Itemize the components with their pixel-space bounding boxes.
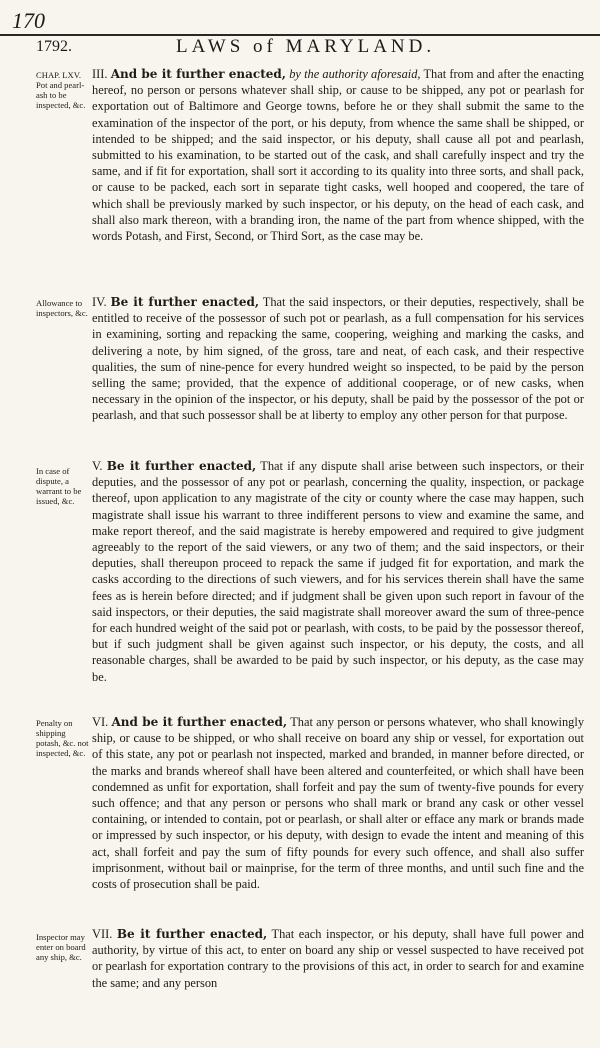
section-iii	[92, 66, 584, 244]
year: 1792.	[36, 38, 72, 55]
section-text: That the said inspectors, or their deputies, respectively, shall be entitled to receive of the possessor of such pot or pearlash, as a full compensation for his services in examining, sorting and repacking the same, coopering, weighing and marking the casks, and delivering a note, by him signed, of the gross, tare and neat, of each cask, and their respective qualities, the sum of nine-pence for every hundred weight so inspected, to be paid by the person selling the same; provided, that the expence of additional cooperage, or of new casks, when necessary in the opinion of the inspector, or his deputy, shall be paid by the possessor of the pot or pearlash, and that such possessor shall be at liberty to employ any other person for that purpose.	[92, 295, 584, 423]
page-title: LAWS of MARYLAND.	[176, 36, 436, 57]
page-number: 170	[12, 8, 45, 33]
section-text: That any person or persons whatever, who shall knowingly ship, or cause to be shipped, or who shall receive on board any ship or vessel, for exportation out of this state, any pot or pearlash not inspected, marked and branded, in manner before directed, or the marks and brands whereof shall have been altered and counterfeited, or which shall have been condemned as unfit for exportation, shall forfeit and pay the sum of twenty-five pounds for every such offence; and that any person or persons who shall mark or brand any cask or other vessel containing, or intended to contain, pot or pearlash, or shall alter or efface any mark or brands made or impressed by such inspector, or his deputy, with design to evade the intent and meaning of this act, shall forfeit and pay the sum of fifty pounds for every such offence, and shall also suffer imprisonment, without bail or mainprise, for the term of three months, and until such fine and the costs of prosecution shall be paid.	[92, 715, 585, 892]
section-vii	[92, 926, 584, 991]
section-text: That from and after the enacting hereof, no person or persons whatever shall ship, or cause to be shipped, any pot or pearlash for exportation out of Baltimore and George towns, before he or they shall submit the same to the examination of the inspector of the port, or his deputy, from whence the same shall be shipped, or intended to be shipped; and the said inspector, or his deputy, shall cause all pot and pearlash, submitted to his examination, to be started out of the cask, and shall carefully inspect and try the same, and if fit for exportation, shall sort it according to its quality into three sorts, and shall pack, or cause to be packed, each sort in separate tight casks, well hooped and coopered, the tare of which shall be previously marked by such inspector, or his deputy, on the head of each cask, and shall also mark thereon, with a branding iron, the name of the part from whence shipped, with the words Potash, and First, Second, or Third Sort, as the case may be.	[92, 67, 584, 244]
section-number: VII.	[92, 927, 113, 941]
margin-note-iii: CHAP. LXV. Pot and pearl-ash to be inspected, &c.	[36, 70, 86, 110]
section-number: VI.	[92, 715, 109, 729]
section-iv	[92, 294, 584, 424]
section-v	[92, 458, 584, 685]
enacting-clause: Be it further enacted,	[116, 927, 268, 941]
section-number: III.	[92, 67, 108, 81]
section-number: V.	[92, 459, 103, 473]
enacting-clause: And be it further enacted,	[111, 715, 288, 729]
enacting-clause: And be it further enacted,	[110, 67, 286, 81]
margin-note-vii: Inspector may enter on board any ship, &c.	[36, 932, 86, 962]
section-text: That if any dispute shall arise between such inspectors, or their deputies, and the possessor of any pot or pearlash, concerning the quality, inspection, or package thereof, upon application to any magistrate of the city or county where the case may happen, such magistrate shall issue his warrant to three indifferent persons to view and examine the same, and make report thereof, and the said magistrate is hereby empowered and required to give judgment agreeably to the report of the said viewers, or any two of them; and the said inspectors, or their deputies, shall thereupon proceed to repack the same if judged fit for exportation, and mark the casks according to the directions of such viewers, and for his services therein shall have the same fees as is herein before directed; and if judgment shall be given upon such report in favour of the said inspectors, or their deputies, the said magistrate shall moreover award the sum of three-pence for each hundred weight of the said pot or pearlash, with costs, to be paid by the possessor thereof, but if such judgment shall be given against such inspector, or his deputy, the costs, and all reasonable charges, shall be awarded to be paid by such inspector, or his deputy, as the case may be.	[92, 459, 584, 684]
margin-note-vi: Penalty on shipping potash, &c. not inspected, &c.	[36, 718, 89, 758]
enacting-clause: Be it further enacted,	[110, 295, 260, 309]
enacting-clause: Be it further enacted,	[106, 459, 257, 473]
margin-note-v: In case of dispute, a warrant to be issued, &c.	[36, 466, 82, 506]
section-number: IV.	[92, 295, 107, 309]
section-text: That each inspector, or his deputy, shall have full power and authority, by virtue of this act, to enter on board any ship or vessel suspected to have received pot or pearlash for exportation contrary to the provisions of this act, in order to search for and examine the same; and any person	[92, 927, 584, 990]
margin-note-iv: Allowance to inspectors, &c.	[36, 298, 88, 318]
section-vi	[92, 714, 584, 892]
authority-clause: by the authority aforesaid,	[289, 67, 421, 81]
